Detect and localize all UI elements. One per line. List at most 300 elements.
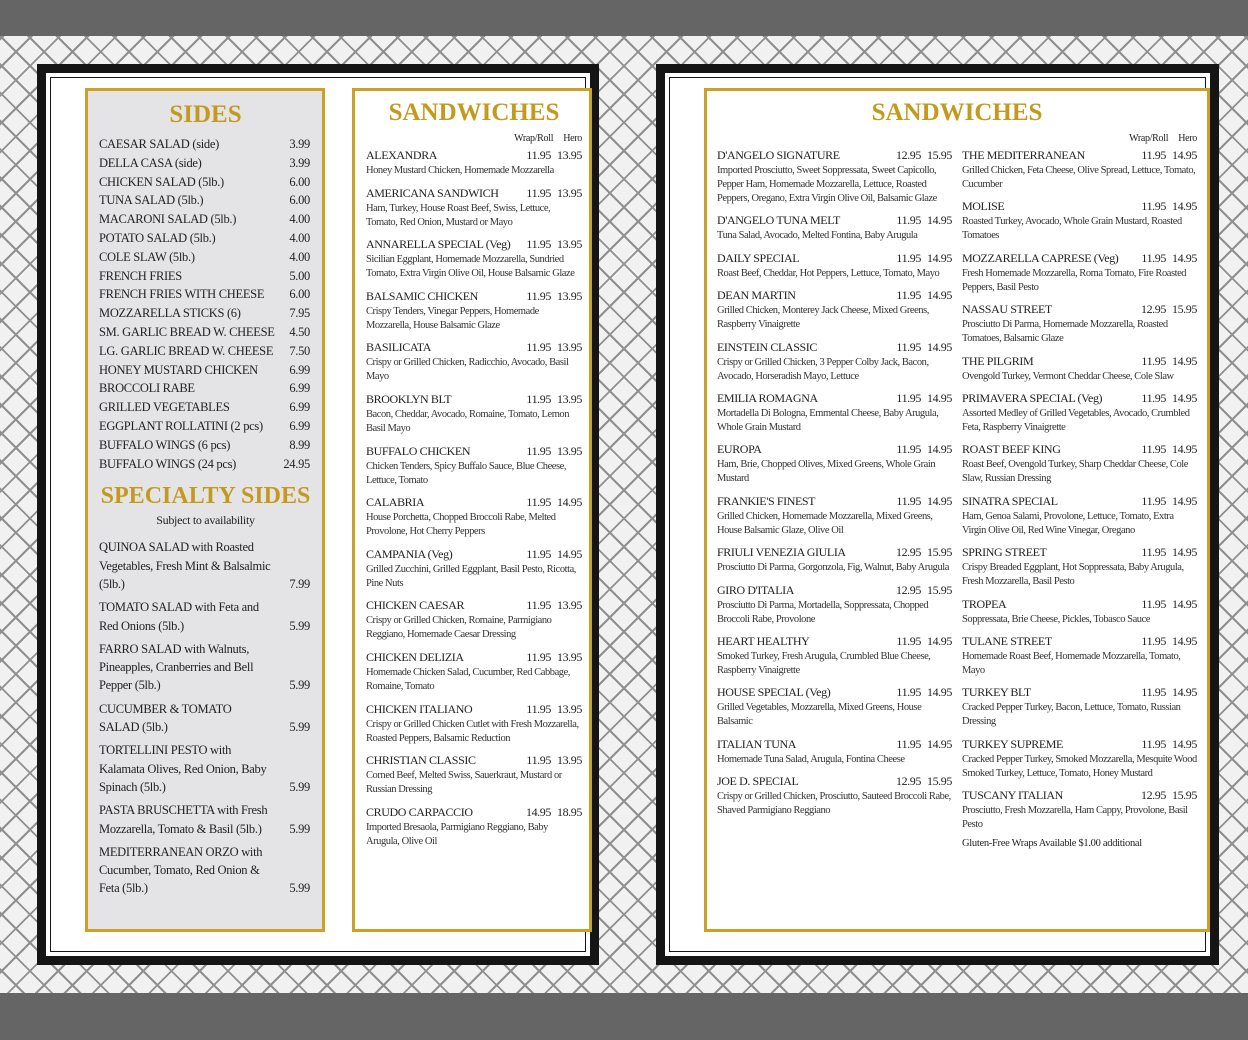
side-item	[99, 379, 312, 398]
specialty-side-price: 5.99	[289, 678, 310, 693]
sandwich-description: Crispy or Grilled Chicken, Radicchio, Avocado, Basil Mayo	[366, 357, 569, 383]
sandwiches-panel-left	[352, 88, 592, 932]
sandwich-description: Crispy Breaded Eggplant, Hot Soppressata, Baby Arugula, Fresh Mozzarella, Basil Pesto	[962, 562, 1184, 588]
sandwich-description: Homemade Roast Beef, Homemade Mozzarella, Tomato, Mayo	[962, 650, 1181, 676]
side-item-name: LG. GARLIC BREAD W. CHEESE	[99, 343, 274, 358]
side-item-price: 4.00	[289, 249, 310, 264]
specialty-side-price: 5.99	[289, 618, 310, 633]
wrap-price: 11.95	[1141, 390, 1166, 405]
sandwich-prices	[1141, 390, 1197, 407]
sandwich-header	[962, 353, 1197, 370]
specialty-side-item	[99, 843, 312, 898]
specialty-side-name: PASTA BRUSCHETTA with Fresh Mozzarella, Tomato & Basil (5lb.)	[99, 803, 268, 836]
sandwich-description: Imported Bresaola, Parmigiano Reggiano, Baby Arugula, Olive Oil	[366, 821, 548, 847]
hero-price: 14.95	[1171, 685, 1197, 700]
sandwich-description: Crispy or Grilled Chicken, 3 Pepper Colby Jack, Bacon, Avocado, Horseradish Mayo, Lettuce	[717, 356, 929, 382]
sandwich-header	[962, 250, 1197, 267]
wrap-price: 11.95	[526, 148, 551, 162]
sandwich-name: MOZZARELLA CAPRESE (Veg)	[962, 250, 1119, 265]
sandwich-header	[717, 684, 952, 701]
specialty-side-name: QUINOA SALAD with Roasted Vegetables, Fresh Mint & Balsalmic (5lb.)	[99, 540, 271, 591]
sandwich-description: Crispy or Grilled Chicken, Prosciutto, Sauteed Broccoli Rabe, Shaved Parmigiano Reggiano	[717, 791, 951, 817]
top-band	[0, 0, 1248, 36]
wrap-price: 11.95	[896, 633, 921, 648]
side-item-name: POTATO SALAD (5lb.)	[99, 230, 216, 245]
wrap-price: 11.95	[1141, 736, 1166, 751]
side-item	[99, 436, 312, 455]
sandwiches-title-right: SANDWICHES	[871, 99, 1043, 126]
sandwich-prices	[896, 684, 952, 701]
sandwich-description: Grilled Chicken, Monterey Jack Cheese, Mixed Greens, Raspberry Vinaigrette	[717, 305, 929, 331]
sandwich-header	[717, 339, 952, 356]
sandwich-item	[717, 736, 952, 767]
wrap-price: 11.95	[896, 250, 921, 265]
specialty-side-price: 5.99	[289, 720, 310, 735]
wrap-price: 11.95	[1141, 493, 1166, 508]
sandwich-item	[366, 288, 582, 333]
sandwich-header	[962, 301, 1197, 318]
sandwich-item	[962, 736, 1197, 781]
hero-price: 13.95	[556, 598, 582, 613]
sides-title: SIDES	[169, 101, 242, 128]
sandwich-name: CAMPANIA (Veg)	[366, 546, 453, 561]
sandwich-name: AMERICANA SANDWICH	[366, 185, 499, 200]
hero-price: 13.95	[556, 443, 582, 458]
hero-price: 14.95	[1171, 442, 1197, 457]
sandwich-name: HOUSE SPECIAL (Veg)	[717, 685, 831, 700]
side-item-name: BUFFALO WINGS (6 pcs)	[99, 437, 231, 452]
sandwiches-list-left	[366, 147, 582, 849]
wrap-roll-header: Wrap/Roll	[514, 133, 554, 144]
wrap-price: 12.95	[895, 545, 921, 560]
side-item-price: 4.50	[289, 324, 310, 339]
side-item	[99, 173, 312, 192]
sandwich-header	[962, 544, 1197, 561]
sandwich-name: TURKEY BLT	[962, 685, 1031, 700]
wrap-price: 11.95	[896, 213, 921, 228]
sandwich-prices	[896, 633, 952, 650]
sandwich-name: CRUDO CARPACCIO	[366, 804, 473, 819]
sandwich-name: PRIMAVERA SPECIAL (Veg)	[962, 390, 1103, 405]
sandwich-prices	[1141, 441, 1197, 458]
wrap-price: 11.95	[526, 288, 551, 303]
sandwich-name: ITALIAN TUNA	[717, 736, 797, 751]
side-item-name: FRENCH FRIES	[99, 268, 182, 283]
sandwich-header	[366, 701, 582, 718]
specialty-sides-list	[99, 538, 312, 897]
wrap-price: 11.95	[1141, 596, 1166, 611]
specialty-side-name: TOMATO SALAD with Feta and Red Onions (5lb.)	[99, 600, 259, 633]
sandwich-prices	[896, 544, 952, 561]
sandwich-prices	[526, 236, 582, 253]
sandwich-name: ROAST BEEF KING	[962, 442, 1061, 457]
hero-price: 14.95	[1171, 596, 1197, 611]
sandwich-description: Tuna Salad, Avocado, Melted Fontina, Baby Arugula	[717, 230, 918, 242]
sandwich-name: MOLISE	[962, 199, 1005, 214]
side-item-price: 6.99	[289, 418, 310, 433]
sandwich-name: ALEXANDRA	[366, 148, 438, 162]
wrap-price: 11.95	[526, 495, 551, 510]
sandwich-header	[717, 441, 952, 458]
hero-price: 14.95	[556, 546, 582, 561]
sandwich-header	[717, 212, 952, 229]
sandwich-prices	[526, 494, 582, 511]
sandwich-name: NASSAU STREET	[962, 302, 1052, 317]
sandwich-name: CALABRIA	[366, 495, 425, 510]
sandwich-header	[717, 773, 952, 790]
sandwich-item	[717, 441, 952, 486]
sandwich-item	[717, 287, 952, 332]
side-item	[99, 398, 312, 417]
sandwich-item	[717, 390, 952, 435]
wrap-price: 12.95	[1140, 788, 1166, 803]
sandwich-prices	[1141, 493, 1197, 510]
sandwich-description: Crispy Tenders, Vinegar Peppers, Homemade Mozzarella, House Balsamic Glaze	[366, 305, 539, 331]
sandwich-name: EINSTEIN CLASSIC	[717, 339, 817, 354]
side-item-price: 6.00	[289, 287, 310, 302]
sandwich-header	[717, 736, 952, 753]
sandwich-prices	[896, 493, 952, 510]
sandwich-item	[962, 147, 1197, 192]
side-item	[99, 154, 312, 173]
sandwich-prices	[1141, 544, 1197, 561]
wrap-price: 11.95	[1141, 250, 1166, 265]
specialty-side-name: TORTELLINI PESTO with Kalamata Olives, Red Onion, Baby Spinach (5lb.)	[99, 743, 267, 794]
hero-price: 14.95	[1171, 633, 1197, 648]
side-item-price: 6.00	[289, 174, 310, 189]
sandwich-name: DAILY SPECIAL	[717, 250, 800, 265]
sandwich-item	[366, 391, 582, 436]
wrap-price: 11.95	[526, 391, 551, 406]
side-item	[99, 248, 312, 267]
side-item-price: 6.99	[289, 400, 310, 415]
side-item-price: 7.95	[289, 306, 310, 321]
side-item	[99, 191, 312, 210]
hero-price: 13.95	[556, 649, 582, 664]
wrap-price: 14.95	[525, 804, 551, 819]
specialty-side-price: 5.99	[289, 779, 310, 794]
sandwich-description: Crispy or Grilled Chicken, Romaine, Parmigiano Reggiano, Homemade Caesar Dressing	[366, 615, 552, 641]
wrap-price: 11.95	[1141, 148, 1166, 162]
sandwich-prices	[896, 339, 952, 356]
hero-price: 15.95	[926, 582, 952, 597]
sandwich-prices	[1141, 147, 1197, 164]
sandwich-description: Ham, Genoa Salami, Provolone, Lettuce, Tomato, Extra Virgin Olive Oil, Red Wine Vinegar, Oregano	[962, 510, 1174, 536]
sandwich-prices	[896, 736, 952, 753]
wrap-price: 11.95	[896, 288, 921, 303]
sandwich-description: Prosciutto Di Parma, Mortadella, Soppressata, Chopped Broccoli Rabe, Provolone	[717, 599, 929, 625]
sandwich-header	[962, 390, 1197, 407]
hero-price: 15.95	[1171, 788, 1197, 803]
hero-price: 14.95	[1171, 736, 1197, 751]
specialty-side-price: 5.99	[289, 821, 310, 836]
hero-price: 14.95	[926, 685, 952, 700]
sandwich-prices	[896, 441, 952, 458]
wrap-price: 11.95	[896, 442, 921, 457]
sandwiches-panel-right	[704, 88, 1210, 932]
sandwich-description: Cracked Pepper Turkey, Bacon, Lettuce, Tomato, Russian Dressing	[962, 702, 1181, 728]
price-column-header-right	[717, 133, 1197, 147]
sandwich-description: Sicilian Eggplant, Homemade Mozzarella, Sundried Tomato, Extra Virgin Olive Oil, House Balsamic Glaze	[366, 254, 575, 280]
sandwich-header	[717, 390, 952, 407]
sides-panel	[85, 88, 325, 932]
sandwich-prices	[526, 701, 582, 718]
sandwich-item	[366, 649, 582, 694]
sandwich-item	[962, 684, 1197, 729]
wrap-price: 11.95	[526, 185, 551, 200]
hero-price: 14.95	[926, 493, 952, 508]
wrap-price: 11.95	[526, 598, 551, 613]
side-item	[99, 267, 312, 286]
side-item-name: FRENCH FRIES WITH CHEESE	[99, 287, 265, 302]
sandwich-item	[962, 390, 1197, 435]
sandwich-header	[366, 494, 582, 511]
hero-price: 15.95	[1171, 302, 1197, 317]
sandwich-prices	[896, 147, 952, 164]
side-item	[99, 361, 312, 380]
sandwich-header	[366, 339, 582, 356]
side-item	[99, 323, 312, 342]
sandwich-description: Crispy or Grilled Chicken Cutlet with Fresh Mozzarella, Roasted Peppers, Balsamic Reduction	[366, 718, 579, 744]
wrap-price: 12.95	[895, 582, 921, 597]
side-item-price: 3.99	[289, 137, 310, 151]
sandwich-description: Grilled Chicken, Homemade Mozzarella, Mixed Greens, House Balsamic Glaze, Olive Oil	[717, 510, 933, 536]
sandwich-prices	[526, 147, 582, 164]
side-item-price: 8.99	[289, 437, 310, 452]
sandwich-header	[962, 596, 1197, 613]
sandwich-header	[366, 597, 582, 614]
sandwich-name: TURKEY SUPREME	[962, 736, 1063, 751]
sandwich-description: House Porchetta, Chopped Broccoli Rabe, Melted Provolone, Hot Cherry Peppers	[366, 512, 556, 538]
price-column-header	[366, 133, 582, 147]
sandwich-header	[366, 804, 582, 821]
sandwich-prices	[896, 390, 952, 407]
sandwich-header	[717, 493, 952, 510]
bottom-band	[0, 993, 1248, 1040]
sandwich-name: TROPEA	[962, 596, 1007, 611]
sandwich-header	[366, 752, 582, 769]
sandwich-prices	[526, 443, 582, 460]
sandwich-item	[717, 212, 952, 243]
specialty-side-item	[99, 640, 312, 695]
wrap-price: 11.95	[1141, 545, 1166, 560]
side-item-price: 6.99	[289, 381, 310, 396]
side-item-name: COLE SLAW (5lb.)	[99, 249, 195, 264]
wrap-price: 11.95	[526, 649, 551, 664]
hero-price: 14.95	[926, 339, 952, 354]
hero-price: 13.95	[556, 185, 582, 200]
wrap-price: 11.95	[526, 443, 551, 458]
hero-price: 14.95	[1171, 250, 1197, 265]
sandwich-item	[366, 804, 582, 849]
sandwich-header	[366, 147, 582, 164]
sandwich-description: Honey Mustard Chicken, Homemade Mozzarella	[366, 165, 554, 176]
sandwich-item	[717, 773, 952, 818]
sandwich-description: Homemade Tuna Salad, Arugula, Fontina Cheese	[717, 753, 905, 765]
sandwich-item	[717, 544, 952, 575]
wrap-price: 12.95	[895, 774, 921, 789]
hero-price: 13.95	[556, 237, 582, 252]
side-item-price: 6.00	[289, 193, 310, 208]
sandwich-item	[962, 198, 1197, 243]
sandwich-prices	[896, 582, 952, 599]
sandwich-header	[962, 147, 1197, 164]
wrap-price: 11.95	[526, 753, 551, 768]
hero-price: 14.95	[556, 495, 582, 510]
sandwich-name: BALSAMIC CHICKEN	[366, 288, 478, 303]
side-item	[99, 135, 312, 154]
side-item	[99, 210, 312, 229]
sandwich-description: Prosciutto, Fresh Mozzarella, Ham Cappy, Provolone, Basil Pesto	[962, 805, 1188, 831]
menu-page-right	[656, 64, 1219, 965]
sandwich-name: CHICKEN DELIZIA	[366, 649, 464, 664]
sandwich-header	[962, 493, 1197, 510]
sandwich-description: Roast Beef, Ovengold Turkey, Sharp Cheddar Cheese, Cole Slaw, Russian Dressing	[962, 459, 1188, 485]
hero-price: 14.95	[926, 390, 952, 405]
side-item-name: EGGPLANT ROLLATINI (2 pcs)	[99, 418, 263, 433]
hero-price: 14.95	[1171, 493, 1197, 508]
sandwich-item	[717, 147, 952, 206]
sandwich-item	[962, 493, 1197, 538]
sandwich-item	[962, 353, 1197, 384]
hero-price: 14.95	[926, 288, 952, 303]
hero-price: 13.95	[556, 753, 582, 768]
hero-price: 13.95	[556, 148, 582, 162]
sandwich-prices	[526, 649, 582, 666]
sandwich-description: Bacon, Cheddar, Avocado, Romaine, Tomato, Lemon Basil Mayo	[366, 408, 570, 434]
sandwich-item	[366, 339, 582, 384]
sandwich-item	[366, 494, 582, 539]
sandwich-description: Assorted Medley of Grilled Vegetables, Avocado, Crumbled Feta, Raspberry Vinaigrette	[962, 407, 1190, 433]
gluten-free-note: Gluten-Free Wraps Available $1.00 additional	[962, 838, 1142, 850]
sandwich-header	[962, 787, 1197, 804]
hero-price: 14.95	[1171, 148, 1197, 162]
hero-price: 14.95	[926, 442, 952, 457]
sandwich-name: HEART HEALTHY	[717, 633, 810, 648]
sandwich-description: Chicken Tenders, Spicy Buffalo Sauce, Blue Cheese, Lettuce, Tomato	[366, 460, 567, 486]
side-item	[99, 229, 312, 248]
specialty-subtitle: Subject to availability	[156, 513, 255, 528]
sandwich-header	[717, 544, 952, 561]
sandwich-prices	[1141, 684, 1197, 701]
wrap-price: 11.95	[896, 390, 921, 405]
sandwich-item	[366, 701, 582, 746]
wrap-price: 11.95	[526, 237, 551, 252]
specialty-side-item	[99, 538, 312, 593]
sandwich-name: THE MEDITERRANEAN	[962, 148, 1085, 162]
hero-price: 15.95	[926, 545, 952, 560]
sandwich-name: FRANKIE'S FINEST	[717, 493, 816, 508]
sandwich-item	[962, 250, 1197, 295]
sandwich-header	[366, 391, 582, 408]
wrap-price: 11.95	[1141, 199, 1166, 214]
wrap-price: 11.95	[1141, 633, 1166, 648]
sandwich-prices	[526, 804, 582, 821]
wrap-price: 11.95	[1141, 353, 1166, 368]
sandwich-item	[717, 684, 952, 729]
side-item-name: CHICKEN SALAD (5lb.)	[99, 174, 224, 189]
sandwich-description: Smoked Turkey, Fresh Arugula, Crumbled Blue Cheese, Raspberry Vinaigrette	[717, 650, 931, 676]
side-item-name: MOZZARELLA STICKS (6)	[99, 306, 241, 321]
sandwich-prices	[1141, 596, 1197, 613]
sandwich-description: Homemade Chicken Salad, Cucumber, Red Cabbage, Romaine, Tomato	[366, 666, 570, 692]
sandwich-item	[366, 147, 582, 178]
sandwich-item	[366, 185, 582, 230]
sandwich-header	[717, 147, 952, 164]
sandwich-item	[717, 633, 952, 678]
sandwich-description: Ovengold Turkey, Vermont Cheddar Cheese, Cole Slaw	[962, 370, 1174, 382]
sandwich-description: Grilled Vegetables, Mozzarella, Mixed Greens, House Balsamic	[717, 702, 922, 728]
sandwiches-column-1	[717, 147, 952, 849]
sandwich-prices	[526, 288, 582, 305]
side-item-price: 3.99	[289, 155, 310, 170]
sandwich-description: Ham, Turkey, House Roast Beef, Swiss, Lettuce, Tomato, Red Onion, Mustard or Mayo	[366, 202, 551, 228]
hero-price: 14.95	[926, 633, 952, 648]
wrap-price: 11.95	[896, 685, 921, 700]
hero-price: 14.95	[1171, 199, 1197, 214]
sandwich-item	[366, 443, 582, 488]
sandwich-item	[717, 582, 952, 627]
sandwich-header	[717, 633, 952, 650]
sandwich-name: CHICKEN CAESAR	[366, 598, 465, 613]
sandwich-description: Imported Prosciutto, Sweet Soppressata, Sweet Capicollo, Pepper Ham, Homemade Mozzarella, Lettuce, Roasted Peppers, Oregano, Extra Virgin Olive Oil, Balsamic Glaze	[717, 165, 937, 204]
sandwich-name: D'ANGELO TUNA MELT	[717, 213, 840, 228]
sandwich-item	[717, 250, 952, 281]
sandwich-prices	[1141, 736, 1197, 753]
hero-price: 15.95	[926, 774, 952, 789]
sandwich-name: EUROPA	[717, 442, 762, 457]
side-item-name: BUFFALO WINGS (24 pcs)	[99, 456, 237, 471]
sandwich-name: BUFFALO CHICKEN	[366, 443, 471, 458]
sandwich-prices	[896, 287, 952, 304]
sandwich-header	[366, 185, 582, 202]
hero-price: 13.95	[556, 340, 582, 355]
sandwich-description: Roasted Turkey, Avocado, Whole Grain Mustard, Roasted Tomatoes	[962, 216, 1182, 242]
sandwich-description: Soppressata, Brie Cheese, Pickles, Tobasco Sauce	[962, 613, 1151, 625]
sandwich-prices	[1141, 198, 1197, 215]
sandwich-prices	[526, 391, 582, 408]
sides-list	[99, 135, 312, 473]
sandwich-name: TULANE STREET	[962, 633, 1052, 648]
specialty-side-item	[99, 801, 312, 838]
sandwich-header	[366, 236, 582, 253]
sandwich-prices	[896, 212, 952, 229]
sandwich-item	[717, 339, 952, 384]
hero-price: 14.95	[926, 213, 952, 228]
side-item-price: 5.00	[289, 268, 310, 283]
wrap-price: 11.95	[1141, 442, 1166, 457]
side-item	[99, 304, 312, 323]
side-item-name: CAESAR SALAD (side)	[99, 137, 219, 151]
sandwich-item	[366, 597, 582, 642]
specialty-side-price: 7.99	[289, 576, 310, 591]
sandwich-item	[717, 493, 952, 538]
sandwich-item	[962, 301, 1197, 346]
wrap-price: 11.95	[896, 339, 921, 354]
wrap-price: 11.95	[526, 546, 551, 561]
sandwich-prices	[896, 250, 952, 267]
hero-header: Hero	[1178, 133, 1197, 144]
wrap-price: 11.95	[896, 736, 921, 751]
sandwich-prices	[1141, 633, 1197, 650]
side-item-name: GRILLED VEGETABLES	[99, 400, 230, 415]
sandwich-name: CHICKEN ITALIANO	[366, 701, 473, 716]
sandwich-header	[717, 582, 952, 599]
sandwich-name: ANNARELLA SPECIAL (Veg)	[366, 237, 511, 252]
sandwiches-title-left: SANDWICHES	[388, 99, 560, 126]
side-item	[99, 342, 312, 361]
sandwich-header	[717, 250, 952, 267]
